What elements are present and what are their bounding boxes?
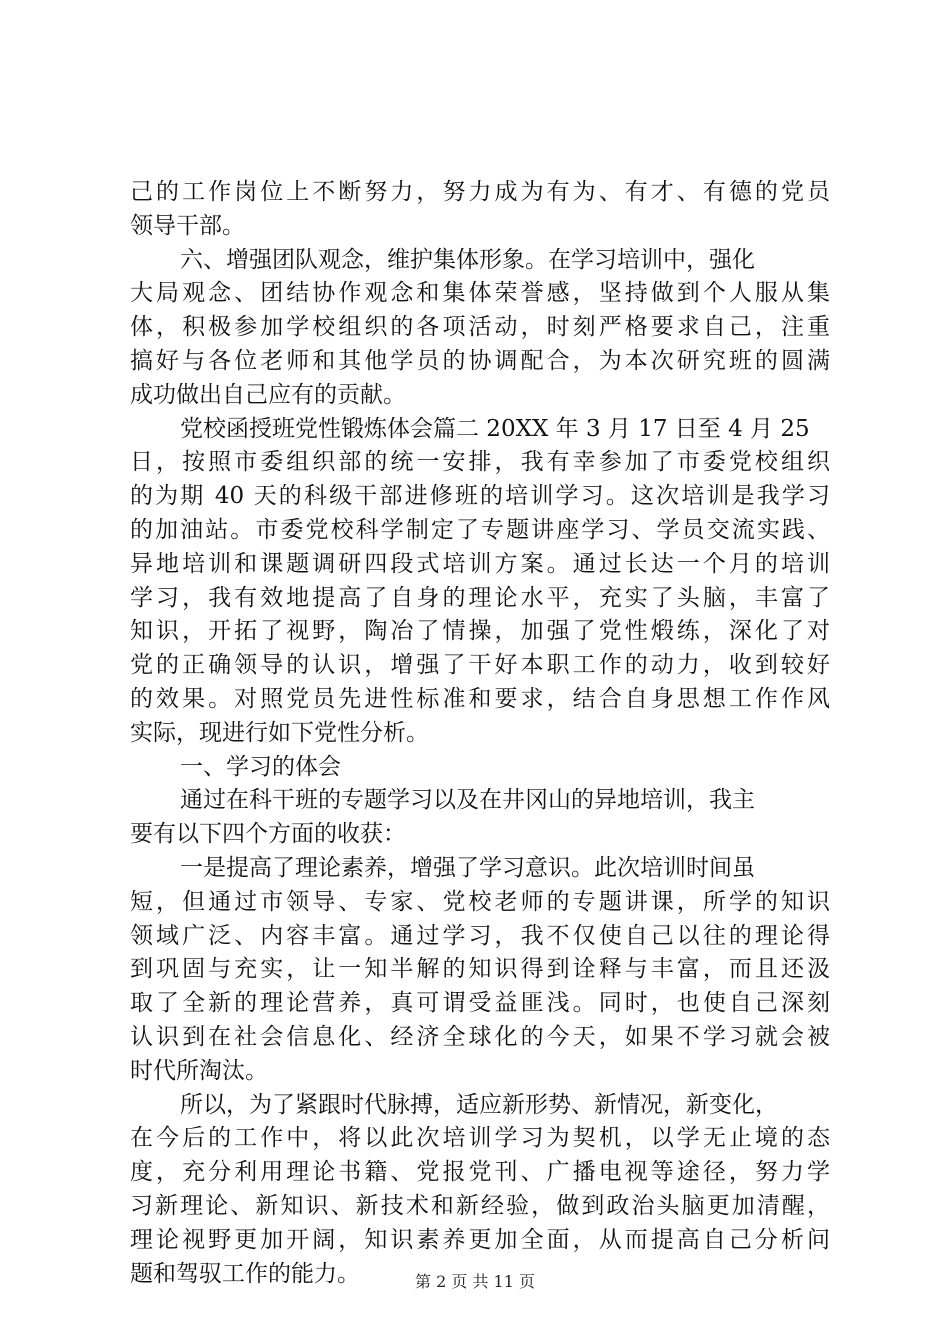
- text-line: 习新理论、新知识、新技术和新经验，做到政治头脑更加清醒，: [130, 1192, 830, 1219]
- text-line: 成功做出自己应有的贡献。: [130, 381, 406, 408]
- text-line: 己的工作岗位上不断努力，努力成为有为、有才、有德的党员: [130, 179, 830, 205]
- text-line: 认识到在社会信息化、经济全球化的今天，如果不学习就会被: [130, 1023, 830, 1050]
- paragraph-start-line: 一是提高了理论素养，增强了学习意识。此次培训时间虽: [180, 854, 755, 881]
- text-line: 理论视野更加开阔，知识素养更加全面，从而提高自己分析问: [130, 1226, 830, 1253]
- text-line: 实际，现进行如下党性分析。: [130, 719, 429, 746]
- text-line: 搞好与各位老师和其他学员的协调配合，为本次研究班的圆满: [130, 347, 830, 374]
- text-line: 知识，开拓了视野，陶冶了情操，加强了党性煅练，深化了对: [130, 618, 830, 645]
- text-line: 党的正确领导的认识，增强了干好本职工作的动力，收到较好: [130, 652, 830, 679]
- page-number-footer: 第 2 页 共 11 页: [415, 1272, 535, 1291]
- text-line: 取了全新的理论营养，真可谓受益匪浅。同时，也使自己深刻: [130, 990, 830, 1017]
- document-body: [130, 176, 830, 1291]
- text-line: 领导干部。: [130, 212, 245, 239]
- text-line: 到巩固与充实，让一知半解的知识得到诠释与丰富，而且还汲: [130, 956, 830, 983]
- section-heading: 一、学习的体会: [180, 753, 341, 780]
- paragraph-start-line: 所以，为了紧跟时代脉搏，适应新形势、新情况，新变化，: [180, 1091, 778, 1118]
- text-line: 时代所淘汰。: [130, 1057, 268, 1084]
- text-line: 领域广泛、内容丰富。通过学习，我不仅使自己以往的理论得: [130, 922, 830, 949]
- text-line: 的效果。对照党员先进性标准和要求，结合自身思想工作作风: [130, 685, 830, 712]
- text-line: 要有以下四个方面的收获：: [130, 821, 406, 848]
- paragraph-start-line: 六、增强团队观念，维护集体形象。在学习培训中，强化: [180, 246, 755, 273]
- paragraph-start-line: 党校函授班党性锻炼体会篇二 20XX 年 3 月 17 日至 4 月 25: [180, 415, 810, 442]
- text-line: 短，但通过市领导、专家、党校老师的专题讲课，所学的知识: [130, 888, 830, 915]
- text-line: 度，充分利用理论书籍、党报党刊、广播电视等途径，努力学: [130, 1159, 830, 1186]
- text-line: 的加油站。市委党校科学制定了专题讲座学习、学员交流实践、: [130, 516, 830, 543]
- text-line: 体，积极参加学校组织的各项活动，时刻严格要求自己，注重: [130, 314, 830, 341]
- text-line: 大局观念、团结协作观念和集体荣誉感，坚持做到个人服从集: [130, 280, 830, 307]
- text-line: 在今后的工作中，将以此次培训学习为契机，以学无止境的态: [130, 1125, 830, 1152]
- text-line: 异地培训和课题调研四段式培训方案。通过长达一个月的培训: [130, 550, 830, 577]
- text-line: 的为期 40 天的科级干部进修班的培训学习。这次培训是我学习: [130, 483, 830, 510]
- paragraph-start-line: 通过在科干班的专题学习以及在井冈山的异地培训，我主: [180, 787, 755, 814]
- text-line: 题和驾驭工作的能力。: [130, 1260, 360, 1287]
- text-line: 学习，我有效地提高了自身的理论水平，充实了头脑，丰富了: [130, 584, 830, 611]
- text-line: 日，按照市委组织部的统一安排，我有幸参加了市委党校组织: [130, 449, 830, 476]
